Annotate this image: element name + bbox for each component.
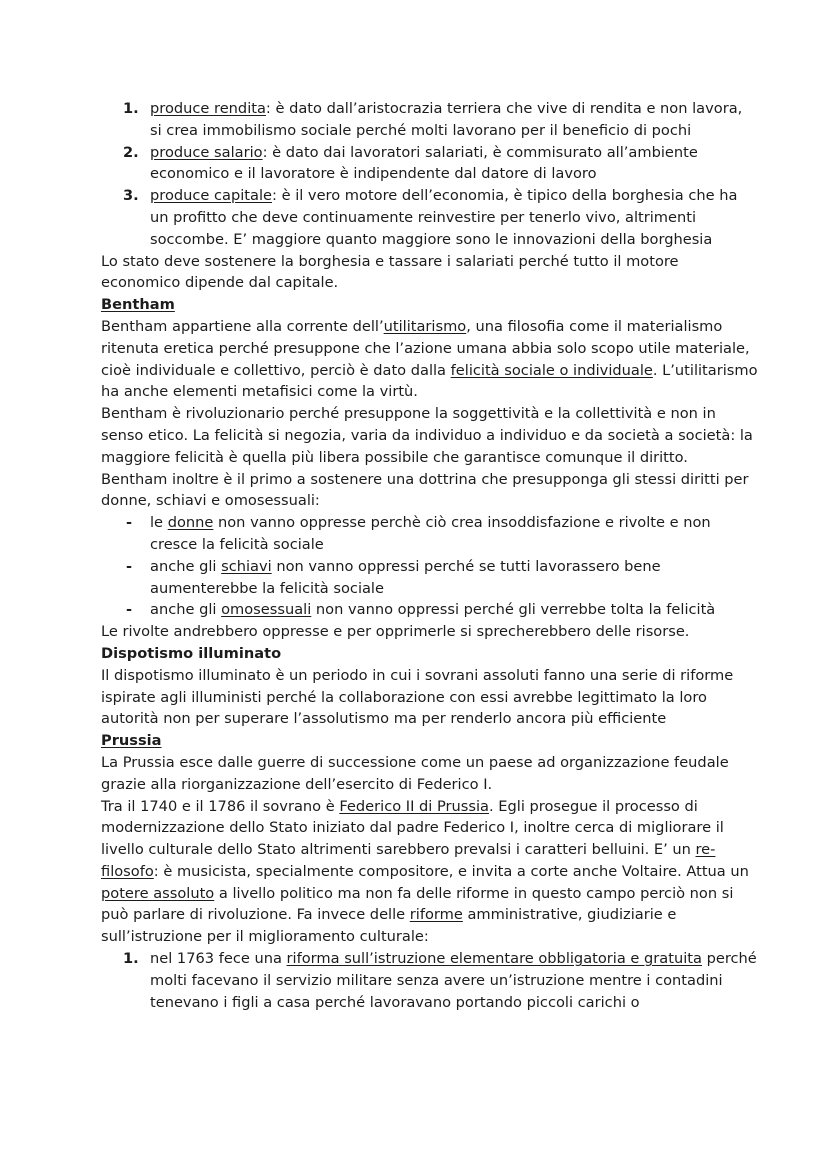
paragraph-dispotismo: Il dispotismo illuminato è un periodo in cui i sovrani assoluti fanno una serie di riforme ispirate agli illuministi perché la collaborazione con essi avrebbe legittimato la loro autorità non per superare l’assolutismo ma per renderlo ancora più efficiente: [101, 666, 734, 728]
heading-bentham-text: Bentham: [101, 296, 175, 314]
text-run: . L’utilitarismo ha anche elementi metafisici come la virtù.: [101, 361, 758, 401]
text-run: non vanno oppresse perchè ciò crea insoddisfazione e rivolte e non cresce la felicità sociale: [150, 514, 711, 553]
list-item: [101, 599, 758, 621]
heading-dispotismo: Dispotismo illuminato: [101, 644, 282, 662]
list-item: [101, 948, 758, 1013]
numbered-list-income: [101, 98, 758, 251]
paragraph-prussia-esce: La Prussia esce dalle guerre di successione come un paese ad organizzazione feudale grazie alla riorganizzazione dell’esercito di Federico I.: [101, 753, 729, 793]
dash-marker: -: [126, 601, 133, 619]
underlined-term: riforma sull’istruzione elementare obbligatoria e gratuita: [286, 950, 702, 968]
text-run: . Egli prosegue il processo di modernizzazione dello Stato iniziato dal padre Federico I, inoltre cerca di migliorare il livello culturale dello Stato altrimenti sarebbero prevalsi i caratteri belluini. E’ un: [101, 797, 724, 859]
text-run: anche gli: [150, 557, 222, 575]
text-run: anche gli: [150, 601, 222, 619]
underlined-term: omosessuali: [221, 601, 312, 619]
list-item: [101, 512, 758, 556]
text-run: nel 1763 fece una: [150, 950, 287, 968]
underlined-term: schiavi: [221, 557, 272, 575]
text-run: amministrative, giudiziarie e sull’istruzione per il miglioramento culturale:: [101, 906, 677, 946]
underlined-term: produce rendita: [150, 100, 266, 117]
heading-prussia-text: Prussia: [101, 732, 162, 750]
paragraph-bentham-rivoluzionario: Bentham è rivoluzionario perché presuppone la soggettività e la collettività e non in senso etico. La felicità si negozia, varia da individuo a individuo e da società a società: la maggiore felicità è quella più libera possibile che garantisce comunque il diritto.: [101, 405, 753, 466]
list-number: 3.: [123, 187, 139, 205]
text-run: a livello politico ma non fa delle riforme in questo campo perciò non si può parlare di rivoluzione. Fa invece delle: [101, 884, 734, 924]
underlined-term: produce salario: [150, 143, 263, 161]
dash-list-diritti: [101, 512, 758, 621]
paragraph-bentham-utilitarismo: [101, 316, 758, 403]
list-item: [101, 185, 758, 250]
underlined-term: Federico II di Prussia: [339, 797, 489, 815]
text-run: non vanno oppressi perché se tutti lavorassero bene aumenterebbe la felicità sociale: [150, 557, 661, 597]
paragraph-bentham-diritti: Bentham inoltre è il primo a sostenere una dottrina che presupponga gli stessi diritti per donne, schiavi e omosessuali:: [101, 470, 749, 510]
list-number: 1.: [123, 950, 139, 968]
dash-marker: -: [126, 514, 133, 532]
dash-marker: -: [126, 557, 133, 575]
underlined-term: utilitarismo: [383, 317, 467, 335]
heading-prussia: [101, 730, 758, 752]
list-item-text: : è dato dall’aristocrazia terriera che vive di rendita e non lavora, si crea immobilismo sociale perché molti lavorano per il beneficio di pochi: [150, 100, 743, 139]
underlined-term: produce capitale: [150, 187, 273, 205]
text-run: perché molti facevano il servizio militare senza avere un’istruzione mentre i contadini tenevano i figli a casa perché lavoravano portando piccoli carichi o: [150, 950, 757, 1011]
text-run: non vanno oppressi perché gli verrebbe tolta la felicità: [311, 601, 716, 619]
text-run: Tra il 1740 e il 1786 il sovrano è: [101, 797, 340, 815]
underlined-term: potere assoluto: [101, 884, 215, 902]
paragraph-rivolte: Le rivolte andrebbero oppresse e per opprimerle si sprecherebbero delle risorse.: [101, 623, 690, 641]
list-item: [101, 142, 758, 186]
text-run: : è musicista, specialmente compositore, e invita a corte anche Voltaire. Attua un: [153, 862, 749, 880]
text-run: le: [150, 514, 168, 532]
underlined-term: re-filosofo: [101, 841, 716, 880]
underlined-term: riforme: [409, 906, 463, 924]
heading-bentham: [101, 294, 758, 316]
list-number: 2.: [123, 143, 139, 161]
list-item-text: : è dato dai lavoratori salariati, è commisurato all’ambiente economico e il lavoratore è indipendente dal datore di lavoro: [150, 143, 698, 183]
list-item: [101, 556, 758, 600]
text-run: Bentham appartiene alla corrente dell’: [101, 317, 384, 335]
numbered-list-riforme: [101, 948, 758, 1013]
paragraph-stato: Lo stato deve sostenere la borghesia e tassare i salariati perché tutto il motore economico dipende dal capitale.: [101, 252, 679, 292]
list-item-text: : è il vero motore dell’economia, è tipico della borghesia che ha un profitto che deve continuamente reinvestire per tenerlo vivo, altrimenti soccombe. E’ maggiore quanto maggiore sono le innovazioni della borghesia: [150, 187, 738, 248]
underlined-term: donne: [167, 514, 214, 532]
list-number: 1.: [123, 100, 139, 117]
paragraph-federico: [101, 796, 758, 949]
list-item: [101, 98, 758, 142]
text-run: , una filosofia come il materialismo ritenuta eretica perché presuppone che l’azione umana abbia solo scopo utile materiale, cioè individuale e collettivo, perciò è dato dalla: [101, 317, 750, 379]
underlined-term: felicità sociale o individuale: [450, 361, 653, 379]
